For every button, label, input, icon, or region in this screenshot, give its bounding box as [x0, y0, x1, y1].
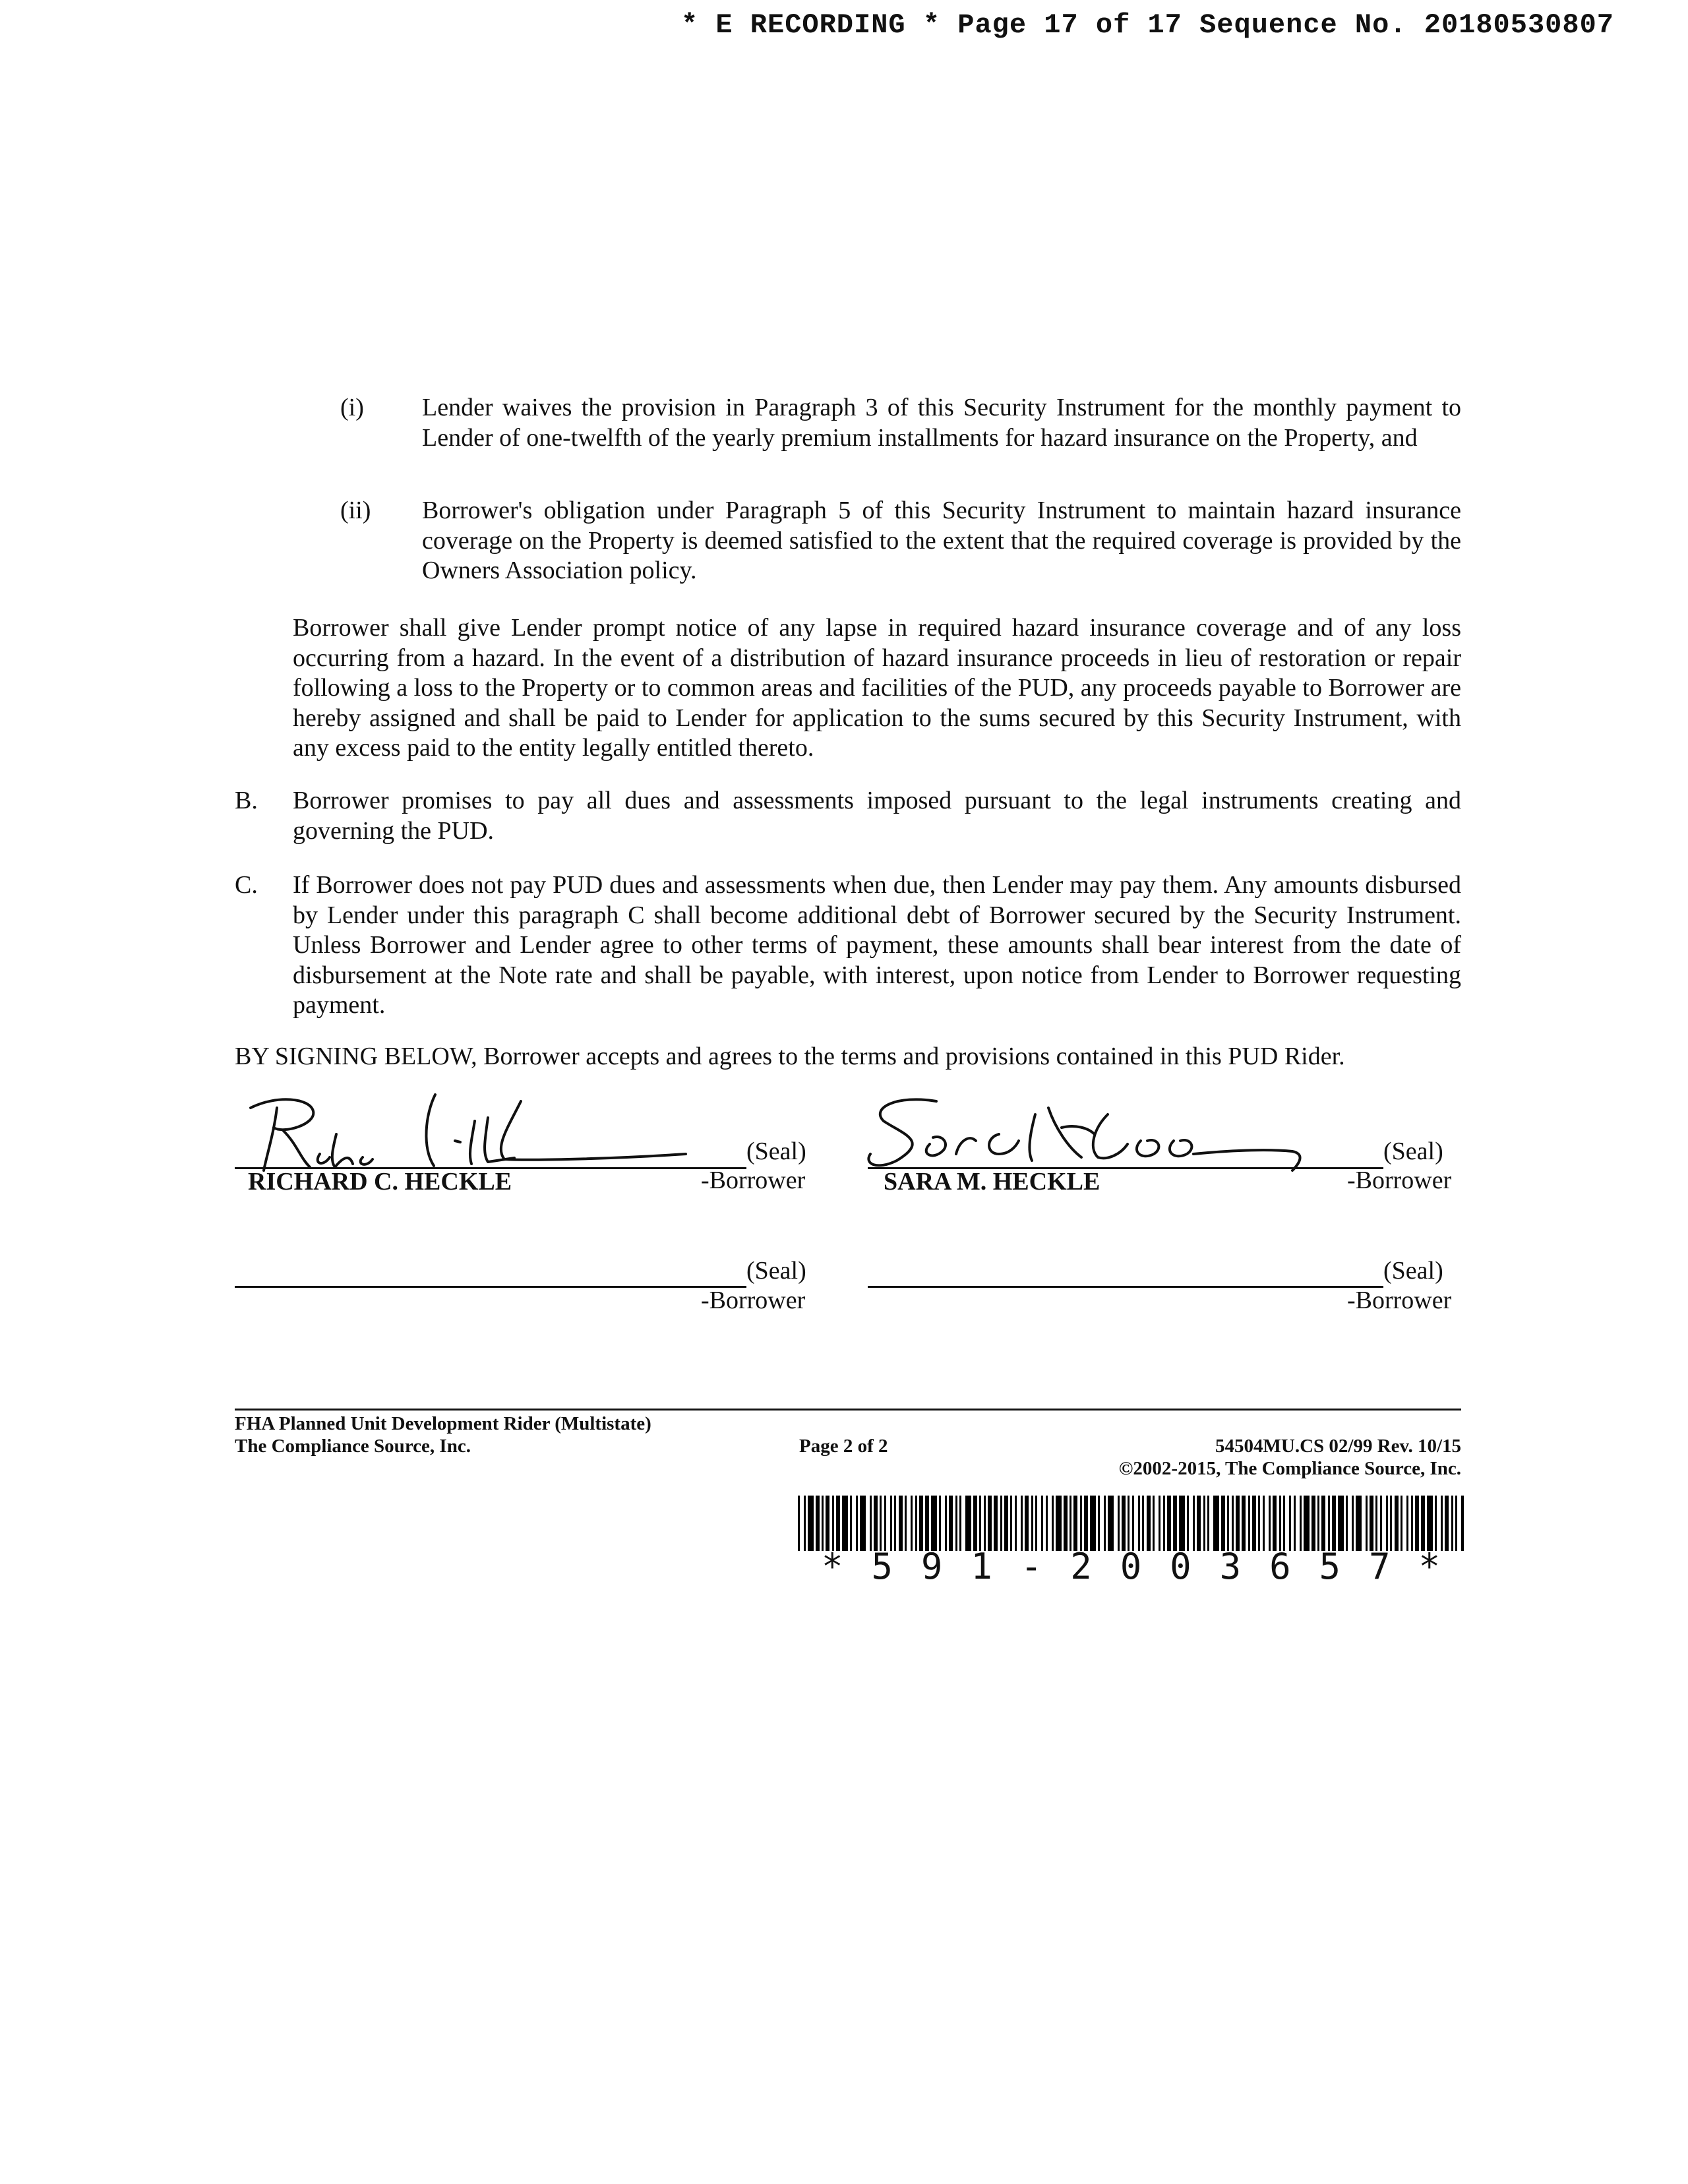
barcode-bar [842, 1496, 848, 1551]
barcode-bar [1395, 1496, 1399, 1551]
seal-label-4: (Seal) [1383, 1257, 1443, 1285]
barcode-bar [860, 1496, 866, 1551]
barcode-bar [1375, 1496, 1377, 1551]
barcode-bar [836, 1496, 840, 1551]
barcode-bar [1252, 1496, 1256, 1551]
barcode-bar [1289, 1496, 1291, 1551]
barcode-bar [1179, 1496, 1185, 1551]
barcode-bar [1098, 1496, 1100, 1551]
barcode-bar [1338, 1496, 1344, 1551]
barcode-bar [919, 1496, 923, 1551]
barcode-bar [1401, 1496, 1402, 1551]
barcode-char: 9 [920, 1546, 943, 1587]
richard-heckle-signature [237, 1081, 712, 1180]
barcode-bar [1386, 1496, 1388, 1551]
barcode-bar [1207, 1496, 1209, 1551]
barcode-bar [808, 1496, 814, 1551]
barcode-bar [915, 1496, 917, 1551]
barcode-bar [1304, 1496, 1310, 1551]
barcode-bar [1073, 1496, 1077, 1551]
barcode-bar [816, 1496, 820, 1551]
barcode-char: 0 [1120, 1546, 1142, 1587]
barcode-bar [1025, 1496, 1029, 1551]
barcode-bar [1269, 1496, 1271, 1551]
seal-label-1: (Seal) [746, 1138, 806, 1165]
barcode-bar [994, 1496, 998, 1551]
barcode-bar [1147, 1496, 1151, 1551]
barcode-bar [1461, 1496, 1464, 1551]
barcode-bar [1203, 1496, 1205, 1551]
barcode-char: - [1020, 1546, 1042, 1587]
barcode-bar [1122, 1496, 1126, 1551]
barcode-bar [1138, 1496, 1140, 1551]
barcode-bar [874, 1496, 878, 1551]
barcode-bar [1248, 1496, 1250, 1551]
signing-statement: BY SIGNING BELOW, Borrower accepts and agrees to the terms and provisions contained in this PUD Rider. [235, 1043, 1345, 1070]
borrower-name-1: RICHARD C. HECKLE [248, 1168, 512, 1196]
barcode-bar [870, 1496, 872, 1551]
barcode-bar [1000, 1496, 1002, 1551]
barcode-bar [1227, 1496, 1229, 1551]
barcode-bar [1090, 1496, 1096, 1551]
seal-label-2: (Seal) [1383, 1138, 1443, 1165]
barcode-bar [880, 1496, 882, 1551]
borrower-name-2: SARA M. HECKLE [884, 1168, 1100, 1196]
barcode-bar [1332, 1496, 1336, 1551]
barcode-bar [1046, 1496, 1048, 1551]
barcode-bar [945, 1496, 947, 1551]
barcode-bar [955, 1496, 957, 1551]
seal-label-3: (Seal) [746, 1257, 806, 1285]
barcode-bar [798, 1496, 800, 1551]
barcode-bar [1187, 1496, 1189, 1551]
barcode-bar [1213, 1496, 1219, 1551]
barcode-bar [826, 1496, 829, 1551]
barcode-bar [804, 1496, 806, 1551]
barcode-char: 6 [1269, 1546, 1291, 1587]
sara-heckle-signature [857, 1088, 1332, 1180]
barcode-bar [1010, 1496, 1012, 1551]
barcode-bar [1411, 1496, 1413, 1551]
barcode-bar [884, 1496, 886, 1551]
barcode-bar [1370, 1496, 1373, 1551]
barcode-bar [925, 1496, 929, 1551]
barcode-bar [822, 1496, 824, 1551]
barcode-bar [1159, 1496, 1160, 1551]
barcode-bar [899, 1496, 903, 1551]
borrower-role-2: -Borrower [1347, 1167, 1452, 1194]
barcode-bar [1193, 1496, 1195, 1551]
barcode-bar [1056, 1496, 1062, 1551]
barcode-bar [959, 1496, 961, 1551]
borrower-role-4: -Borrower [1347, 1287, 1452, 1314]
barcode-bar [1258, 1496, 1260, 1551]
barcode-bar [1167, 1496, 1171, 1551]
barcode-bar [1294, 1496, 1296, 1551]
barcode-bar [1118, 1496, 1120, 1551]
barcode-bar [1263, 1496, 1265, 1551]
barcode-char: 2 [1070, 1546, 1092, 1587]
subitem-text-ii: Borrower's obligation under Paragraph 5 of this Security Instrument to maintain hazard insurance coverage on the Property is deemed satisfied to the extent that the required coverage is provided by the Owners Association policy. [422, 497, 1461, 584]
barcode-char: * [822, 1546, 843, 1587]
barcode-bar [1142, 1496, 1144, 1551]
barcode-bar [1435, 1496, 1437, 1551]
barcode-bar [1064, 1496, 1068, 1551]
barcode-bar [1041, 1496, 1043, 1551]
barcode-bar [965, 1496, 971, 1551]
barcode-bar [973, 1496, 977, 1551]
barcode-bar [856, 1496, 858, 1551]
barcode-bar [988, 1496, 992, 1551]
barcode-bar [1084, 1496, 1088, 1551]
barcode-char: 7 [1368, 1546, 1391, 1587]
barcode-bar [1283, 1496, 1285, 1551]
borrower-role-1: -Borrower [701, 1167, 806, 1194]
barcode-bar [1221, 1496, 1225, 1551]
barcode-bar [1004, 1496, 1008, 1551]
barcode-bar [1197, 1496, 1201, 1551]
barcode-bar [1356, 1496, 1362, 1551]
barcode-bar [931, 1496, 937, 1551]
barcode-char: 5 [1319, 1546, 1341, 1587]
section-text-b: Borrower promises to pay all dues and assessments imposed pursuant to the legal instruments creating and governing the PUD. [293, 787, 1461, 845]
barcode-bar [1441, 1496, 1443, 1551]
barcode-bar [1421, 1496, 1425, 1551]
barcode-bar [984, 1496, 986, 1551]
barcode-bar [1108, 1496, 1114, 1551]
barcode-bar [1311, 1496, 1315, 1551]
barcode-bar [1445, 1496, 1449, 1551]
barcode-bar [939, 1496, 941, 1551]
barcode-bar [1390, 1496, 1392, 1551]
barcode-bar [1366, 1496, 1368, 1551]
barcode-text [798, 1546, 1464, 1587]
section-marker-b: B. [235, 787, 258, 814]
barcode-bar [1163, 1496, 1165, 1551]
barcode-bar [1380, 1496, 1382, 1551]
barcode-bar [1300, 1496, 1302, 1551]
barcode-bar [1052, 1496, 1054, 1551]
barcode-bar [949, 1496, 953, 1551]
barcode-bar [1328, 1496, 1330, 1551]
section-marker-c: C. [235, 871, 258, 899]
barcode-bar [1128, 1496, 1130, 1551]
barcode-bar [1415, 1496, 1419, 1551]
barcode-bar [894, 1496, 896, 1551]
barcode-bar [1455, 1496, 1457, 1551]
barcode-bar [832, 1496, 834, 1551]
barcode-bar [1015, 1496, 1017, 1551]
borrower-role-3: -Borrower [701, 1287, 806, 1314]
barcode-bar [911, 1496, 913, 1551]
barcode-bar [1021, 1496, 1023, 1551]
barcode-bar [979, 1496, 981, 1551]
barcode-bar [1279, 1496, 1281, 1551]
subitem-text-i: Lender waives the provision in Paragraph 3 of this Security Instrument for the monthly payment to Lender of one-twelfth of the yearly premium installments for hazard insurance on the Property, and [422, 394, 1461, 452]
barcode-bar [1173, 1496, 1177, 1551]
subitem-marker-i: (i) [340, 394, 364, 421]
barcode-bar [1451, 1496, 1453, 1551]
barcode-bar [1031, 1496, 1033, 1551]
barcode-char: 0 [1170, 1546, 1191, 1587]
notice-paragraph: Borrower shall give Lender prompt notice of any lapse in required hazard insurance coverage and of any loss occurring from a hazard. In the event of a distribution of hazard insurance proceeds in lieu of restoration or repair following a loss to the Property or to common areas and facilities of the PUD, any proceeds payable to Borrower are hereby assigned and shall be paid to Lender for application to the sums secured by this Security Instrument, with any excess paid to the entity legally entitled thereto. [293, 614, 1461, 762]
signature-line-3 [235, 1286, 746, 1288]
barcode-bar [1427, 1496, 1433, 1551]
barcode-char: 1 [971, 1546, 992, 1587]
barcode-bar [1236, 1496, 1240, 1551]
barcode-char: * [1418, 1546, 1440, 1587]
section-text-c: If Borrower does not pay PUD dues and assessments when due, then Lender may pay them. Any amounts disbursed by Lender under this paragraph C shall become additional debt of Borrower secured by the Security Instrument. Unless Borrower and Lender agree to other terms of payment, these amounts shall bear interest from the date of disbursement at the Note rate and shall be payable, with interest, upon notice from Lender to Borrower requesting payment. [293, 871, 1461, 1019]
signature-line-4 [868, 1286, 1383, 1288]
footer-page-number: Page 2 of 2 [799, 1436, 888, 1457]
barcode-bar [1070, 1496, 1071, 1551]
barcode-bar [1406, 1496, 1408, 1551]
barcode-bar [1132, 1496, 1134, 1551]
barcode-bar [1104, 1496, 1106, 1551]
barcode [798, 1496, 1464, 1551]
footer-copyright: ©2002-2015, The Compliance Source, Inc. [1118, 1458, 1461, 1479]
footer-form-code: 54504MU.CS 02/99 Rev. 10/15 [1215, 1436, 1461, 1457]
barcode-char: 5 [871, 1546, 893, 1587]
barcode-bar [1080, 1496, 1082, 1551]
footer-form-title: FHA Planned Unit Development Rider (Multistate) [235, 1413, 651, 1434]
recording-header: * E RECORDING * Page 17 of 17 Sequence No. 20180530807 [680, 9, 1614, 41]
barcode-bar [890, 1496, 892, 1551]
barcode-bar [1273, 1496, 1277, 1551]
barcode-bar [1321, 1496, 1325, 1551]
barcode-bar [1346, 1496, 1348, 1551]
barcode-bar [850, 1496, 852, 1551]
footer-rule [235, 1409, 1461, 1410]
footer-company: The Compliance Source, Inc. [235, 1436, 471, 1457]
barcode-bar [1153, 1496, 1155, 1551]
barcode-bar [1352, 1496, 1354, 1551]
barcode-bar [1242, 1496, 1246, 1551]
barcode-bar [905, 1496, 907, 1551]
barcode-char: 3 [1219, 1546, 1242, 1587]
barcode-bar [1035, 1496, 1037, 1551]
barcode-bar [1232, 1496, 1234, 1551]
subitem-marker-ii: (ii) [340, 497, 371, 524]
barcode-bar [1317, 1496, 1319, 1551]
